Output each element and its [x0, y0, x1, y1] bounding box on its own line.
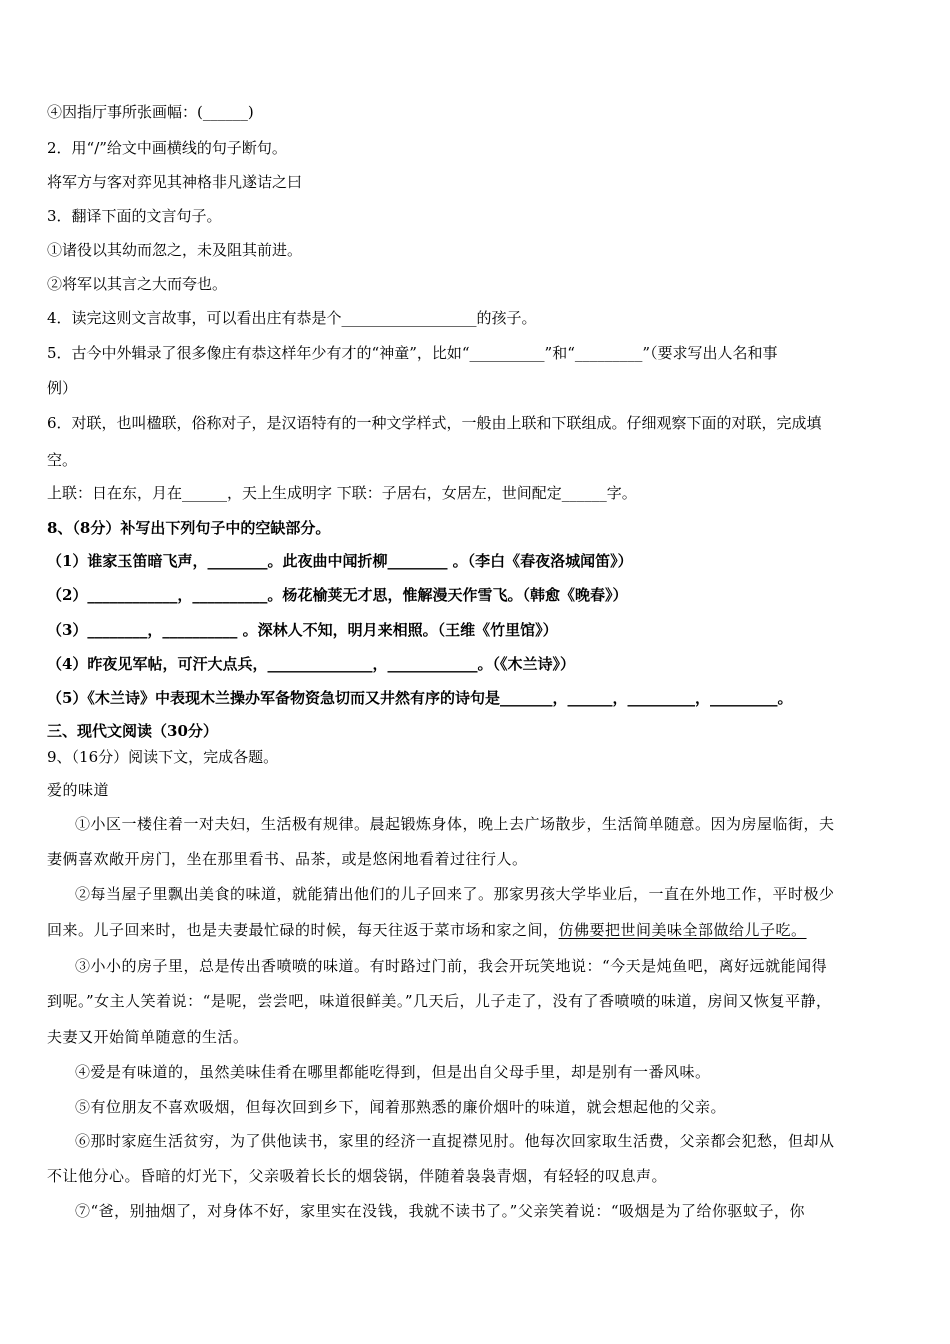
paragraph-7-line-1: ⑦“爸，别抽烟了，对身体不好，家里实在没钱，我就不读书了。”父亲笑着说：“吸烟是为了给你驱蚊子，你	[75, 1202, 806, 1220]
q9-prompt: 9、（16分）阅读下文，完成各题。	[47, 748, 279, 766]
q8-item-5: （5）《木兰诗》中表现木兰操办军备物资急切而又井然有序的诗句是_______，______，_________，_________。	[47, 689, 793, 707]
q8-item-1: （1）谁家玉笛暗飞声，________。此夜曲中闻折柳________ 。（李白《春夜洛城闻笛》）	[47, 552, 633, 570]
q6-line-2: 空。	[47, 451, 78, 469]
paragraph-3-line-1: ③小小的房子里，总是传出香喷喷的味道。有时路过门前，我会开玩笑地说：“今天是炖鱼吧，离好远就能闻得	[75, 957, 828, 975]
q5-line-1: 5．古今中外辑录了很多像庄有恭这样年少有才的“神童”，比如“__________”和“_________”（要求写出人名和事	[47, 344, 778, 362]
q5-line-2: 例）	[47, 379, 78, 397]
paragraph-5: ⑤有位朋友不喜欢吸烟，但每次回到乡下，闻着那熟悉的廉价烟叶的味道，就会想起他的父亲。	[75, 1098, 727, 1116]
article-title: 爱的味道	[47, 781, 110, 799]
underlined-sentence: 仿佛要把世间美味全部做给儿子吃。	[558, 921, 807, 939]
paragraph-4: ④爱是有味道的，虽然美味佳肴在哪里都能吃得到，但是出自父母手里，却是别有一番风味。	[75, 1063, 711, 1081]
paragraph-1-line-2: 妻俩喜欢敞开房门，坐在那里看书、品茶，或是悠闲地看着过往行人。	[47, 850, 528, 868]
paragraph-6-line-2: 不让他分心。昏暗的灯光下，父亲吸着长长的烟袋锅，伴随着袅袅青烟，有轻轻的叹息声。	[47, 1167, 668, 1185]
q3-item-2: ②将军以其言之大而夸也。	[47, 275, 228, 293]
q4-text: 4．读完这则文言故事，可以看出庄有恭是个__________________的孩子。	[47, 309, 537, 327]
q8-heading: 8、（8分）补写出下列句子中的空缺部分。	[47, 519, 331, 537]
paragraph-2-line-2	[47, 920, 807, 940]
q3-prompt: 3．翻译下面的文言句子。	[47, 207, 222, 225]
q2-prompt: 2．用“/”给文中画横线的句子断句。	[47, 139, 287, 157]
q6-line-1: 6．对联，也叫楹联，俗称对子，是汉语特有的一种文学样式，一般由上联和下联组成。仔细观察下面的对联，完成填	[47, 414, 822, 432]
paragraph-1-line-1: ①小区一楼住着一对夫妇，生活极有规律。晨起锻炼身体，晚上去广场散步，生活简单随意。因为房屋临街，夫	[75, 815, 835, 833]
q2-sentence: 将军方与客对弈见其神格非凡遂诘之曰	[47, 173, 303, 191]
paragraph-2-text: 回来。儿子回来时，也是夫妻最忙碌的时候，每天往返于菜市场和家之间，	[47, 921, 559, 939]
paragraph-3-line-3: 夫妻又开始简单随意的生活。	[47, 1028, 249, 1046]
q8-item-3: （3）________，__________ 。深林人不知，明月来相照。（王维《竹里馆》）	[47, 621, 558, 639]
section-3-heading: 三、现代文阅读（30分）	[47, 722, 218, 740]
q8-item-4: （4）昨夜见军帖，可汗大点兵，______________，____________。（《木兰诗》）	[47, 655, 575, 673]
q3-item-1: ①诸役以其幼而忽之，未及阻其前进。	[47, 241, 303, 259]
q1-item-4: ④因指厅事所张画幅：(______)	[47, 103, 254, 121]
paragraph-3-line-2: 到呢。”女主人笑着说：“是呢，尝尝吧，味道很鲜美。”几天后，儿子走了，没有了香喷喷的味道，房间又恢复平静，	[47, 992, 832, 1010]
paragraph-6-line-1: ⑥那时家庭生活贫穷，为了供他读书，家里的经济一直捉襟见肘。他每次回家取生活费，父亲都会犯愁，但却从	[75, 1132, 835, 1150]
q8-item-2: （2）____________，__________。杨花榆荚无才思，惟解漫天作雪飞。（韩愈《晚春》）	[47, 586, 628, 604]
q6-couplet: 上联：日在东，月在______，天上生成明字 下联：子居右，女居左，世间配定______字。	[47, 484, 637, 502]
paragraph-2-line-1: ②每当屋子里飘出美食的味道，就能猜出他们的儿子回来了。那家男孩大学毕业后，一直在外地工作，平时极少	[75, 885, 835, 903]
